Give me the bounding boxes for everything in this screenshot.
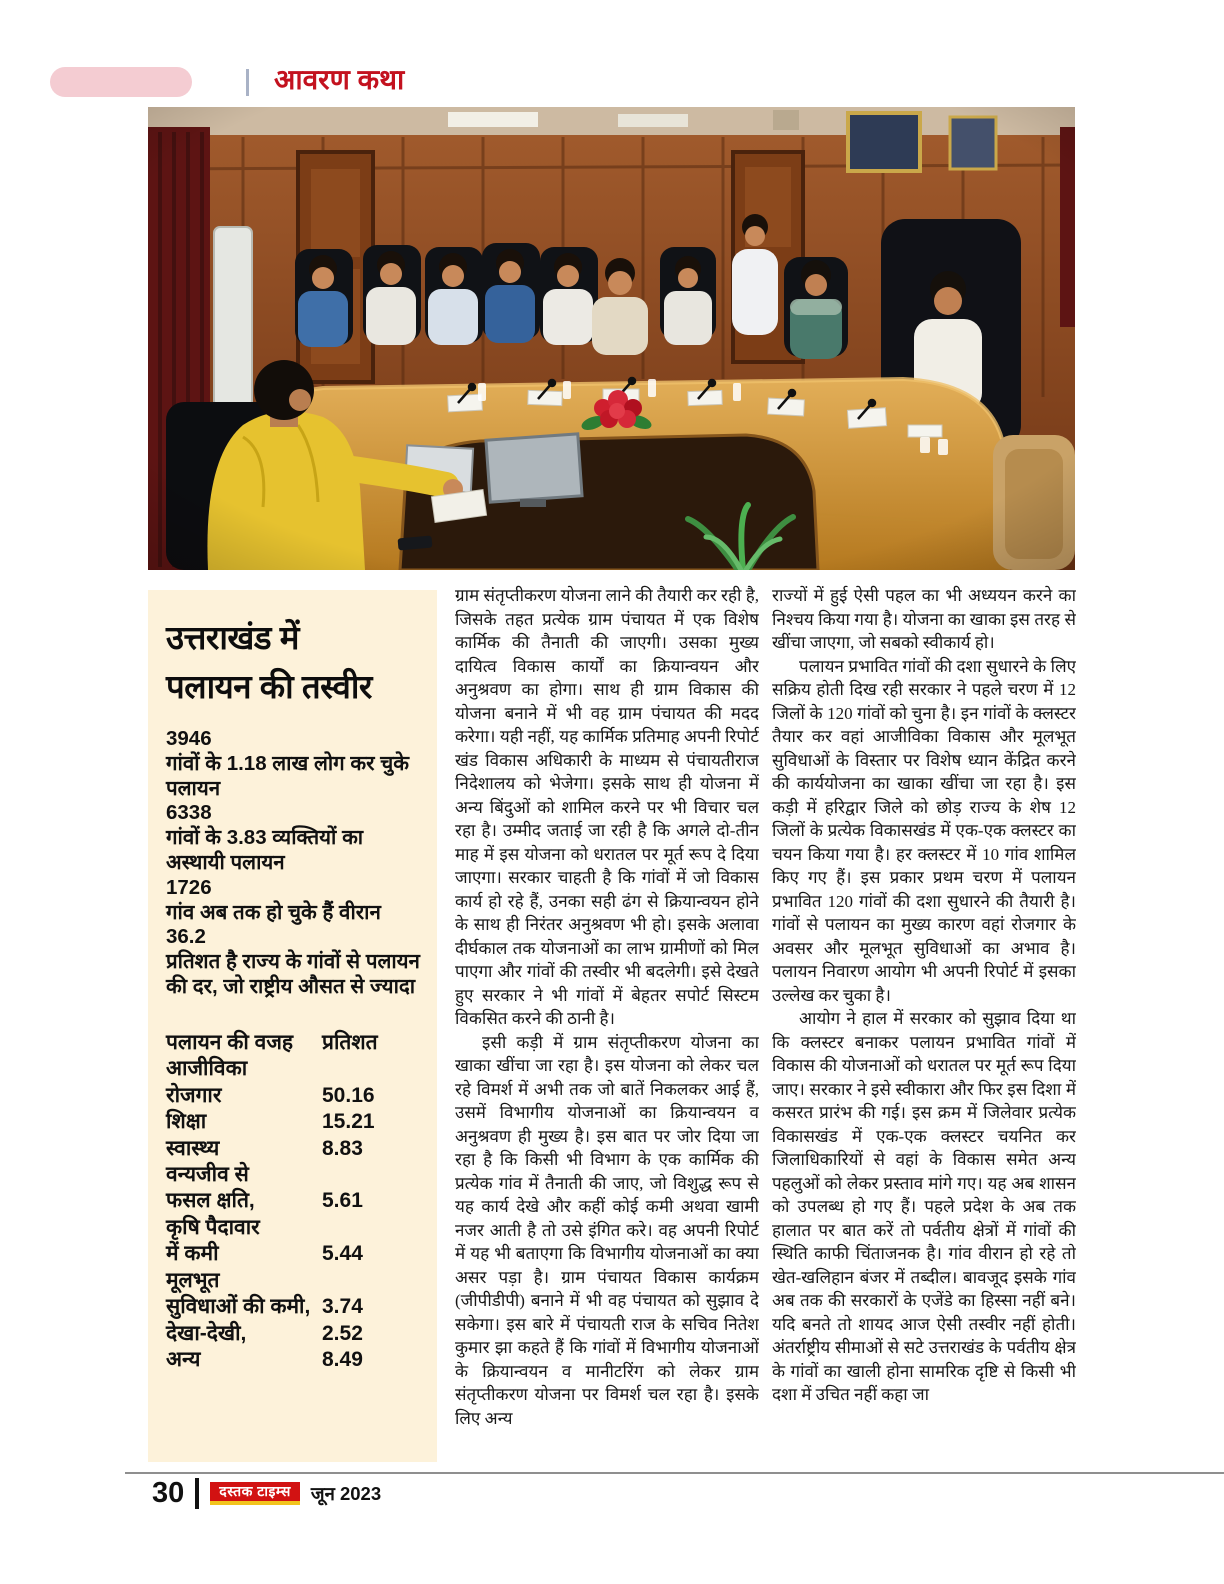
table-row: अन्य 8.49 (166, 1348, 363, 1372)
table-row: फसल क्षति, 5.61 (166, 1189, 363, 1213)
table-row: में कमी 5.44 (166, 1242, 363, 1266)
footer-rule (125, 1472, 1224, 1474)
header-divider (246, 69, 249, 96)
article-column-right (772, 584, 1076, 1464)
infobox-stats (166, 727, 421, 1000)
table-row: स्वास्थ्य 8.83 (166, 1136, 363, 1160)
table-row: रोजगार 50.16 (166, 1083, 375, 1107)
reasons-table (166, 1030, 421, 1374)
table-row: कृषि पैदावार (166, 1215, 260, 1239)
stat-item: 6338 गांवों के 3.83 व्यक्तियों का अस्थायी पलायन (166, 801, 364, 874)
stat-item: 3946 गांवों के 1.18 लाख लोग कर चुके पलायन (166, 727, 409, 800)
page-number: 30 (152, 1477, 185, 1509)
page-footer (152, 1478, 381, 1509)
stat-item: 36.2 प्रतिशत है राज्य के गांवों से पलायन की दर, जो राष्ट्रीय औसत से ज्यादा (166, 925, 420, 998)
article-paragraph: राज्यों में हुई ऐसी पहल का भी अध्ययन करने का निश्चय किया गया है। योजना का खाका इस तरह से खींचा जाएगा, जो सबको स्वीकार्य हो। (772, 586, 1076, 652)
table-row: सुविधाओं की कमी, 3.74 (166, 1295, 363, 1319)
table-row: शिक्षा 15.21 (166, 1110, 375, 1134)
section-title: आवरण कथा (274, 64, 405, 95)
article-paragraph: इसी कड़ी में ग्राम संतृप्तीकरण योजना का खाका खींचा जा रहा है। इस योजना को लेकर चल रहे विमर्श में अभी तक जो बातें निकलकर आई हैं, उसमें विभागीय योजनाओं का क्रियान्वयन व अनुश्रवण ही मुख्य है। इस बात पर जोर दिया जा रहा है कि किसी भी विभाग के एक कार्मिक की प्रत्येक गांव में तैनाती की जाए, जो विशुद्ध रूप से यह कार्य देखे और कहीं कोई कमी अथवा खामी नजर आती है तो उसे इंगित करे। वह अपनी रिपोर्ट में यह भी बताएगा कि विभागीय योजनाओं का क्या असर पड़ा है। ग्राम पंचायत विकास कार्यक्रम (जीपीडीपी) बनाने में भी वह पंचायत को सुझाव दे सकेगा। इस बारे में पंचायती राज के सचिव नितेश कुमार झा कहते हैं कि गांवों में विभागीय योजनाओं के क्रियान्वयन व मानीटरिंग को लेकर ग्राम संतृप्तीकरण योजना पर विमर्श चल रहा है। इसके लिए अन्य (455, 1032, 759, 1428)
article-column-middle (455, 584, 759, 1464)
magazine-logo: दस्तक टाइम्स (210, 1482, 300, 1504)
table-row: आजीविका (166, 1057, 248, 1081)
table-row: वन्यजीव से (166, 1163, 249, 1187)
table-row: देखा-देखी, 2.52 (166, 1321, 363, 1345)
masthead-logo-placeholder (50, 67, 192, 97)
migration-infobox (148, 590, 437, 1462)
issue-date: जून 2023 (310, 1483, 382, 1504)
infobox-title: उत्तराखंड में पलायन की तस्वीर (166, 619, 372, 705)
footer-divider (195, 1478, 199, 1509)
stat-item: 1726 गांव अब तक हो चुके हैं वीरान (166, 875, 381, 924)
article-paragraph: पलायन प्रभावित गांवों की दशा सुधारने के लिए सक्रिय होती दिख रही सरकार ने पहले चरण में 12 जिलों के 120 गांवों को चुना है। इन गांवों के क्लस्टर तैयार कर वहां आजीविका विकास और मूलभूत सुविधाओं के विस्तार पर विशेष ध्यान केंद्रित करने की कार्ययोजना का खाका खींचा जा रहा है। इस कड़ी में हरिद्वार जिले को छोड़ राज्य के शेष 12 जिलों के प्रत्येक विकासखंड में एक-एक क्लस्टर का चयन किया गया है। हर क्लस्टर में 10 गांव शामिल किए गए हैं। इस प्रकार प्रथम चरण में पलायन प्रभावित 120 गांवों की दशा सुधारने की तैयारी है। गांवों से पलायन का मुख्य कारण वहां रोजगार के अवसर और मूलभूत सुविधाओं का अभाव है। पलायन निवारण आयोग भी अपनी रिपोर्ट में इसका उल्लेख कर चुका है। (772, 656, 1076, 1005)
table-row: मूलभूत (166, 1268, 220, 1292)
meeting-photo (148, 107, 1075, 570)
table-header-row: पलायन की वजह प्रतिशत (166, 1030, 378, 1054)
article-paragraph: ग्राम संतृप्तीकरण योजना लाने की तैयारी कर रही है, जिसके तहत प्रत्येक ग्राम पंचायत में एक विशेष कार्मिक की तैनाती की जाएगी। उसका मुख्य दायित्व विकास कार्यों का क्रियान्वयन और अनुश्रवण का होगा। साथ ही ग्राम विकास की योजना बनाने में भी वह ग्राम पंचायत की मदद करेगा। यही नहीं, यह कार्मिक प्रतिमाह अपनी रिपोर्ट खंड विकास अधिकारी के माध्यम से पंचायतीराज निदेशालय को भेजेगा। इसके साथ ही योजना में अन्य बिंदुओं को शामिल करने पर भी विचार चल रहा है। उम्मीद जताई जा रही है कि अगले दो-तीन माह में इस योजना को धरातल पर मूर्त रूप दे दिया जाएगा। सरकार चाहती है कि गांवों में जो विकास कार्य हो रहे हैं, उनका सही ढंग से क्रियान्वयन होने के साथ ही निरंतर अनुश्रवण भी हो। इसके अलावा दीर्घकाल तक योजनाओं का लाभ ग्रामीणों को मिल पाएगा और गांवों की तस्वीर भी बदलेगी। इसे देखते हुए सरकार ने भी गांवों में बेहतर सपोर्ट सिस्टम विकसित करने की ठानी है। (455, 586, 759, 1028)
article-paragraph: आयोग ने हाल में सरकार को सुझाव दिया था कि क्लस्टर बनाकर पलायन प्रभावित गांवों में विकास की योजनाओं को धरातल पर मूर्त रूप दिया जाए। सरकार ने इसे स्वीकारा और फिर इस दिशा में कसरत प्रारंभ की गई। इस क्रम में जिलेवार प्रत्येक विकासखंड में एक-एक क्लस्टर चयनित कर जिलाधिकारियों से वहां के विकास समेत अन्य पहलुओं को लेकर प्रस्ताव मांगे गए। यह अब शासन को उपलब्ध हो गए हैं। पहले प्रदेश के अब तक हालात पर बात करें तो पर्वतीय क्षेत्रों में गांवों की स्थिति काफी चिंताजनक है। गांव वीरान हो रहे तो खेत-खलिहान बंजर में तब्दील। बावजूद इसके गांव अब तक की सरकारों के एजेंडे का हिस्सा नहीं बने। यदि बनते तो शायद आज ऐसी तस्वीर नहीं होती। अंतर्राष्ट्रीय सीमाओं से सटे उत्तराखंड के पर्वतीय क्षेत्र के गांवों का खाली होना सामरिक दृष्टि से किसी भी दशा में उचित नहीं कहा जा (772, 1009, 1076, 1404)
